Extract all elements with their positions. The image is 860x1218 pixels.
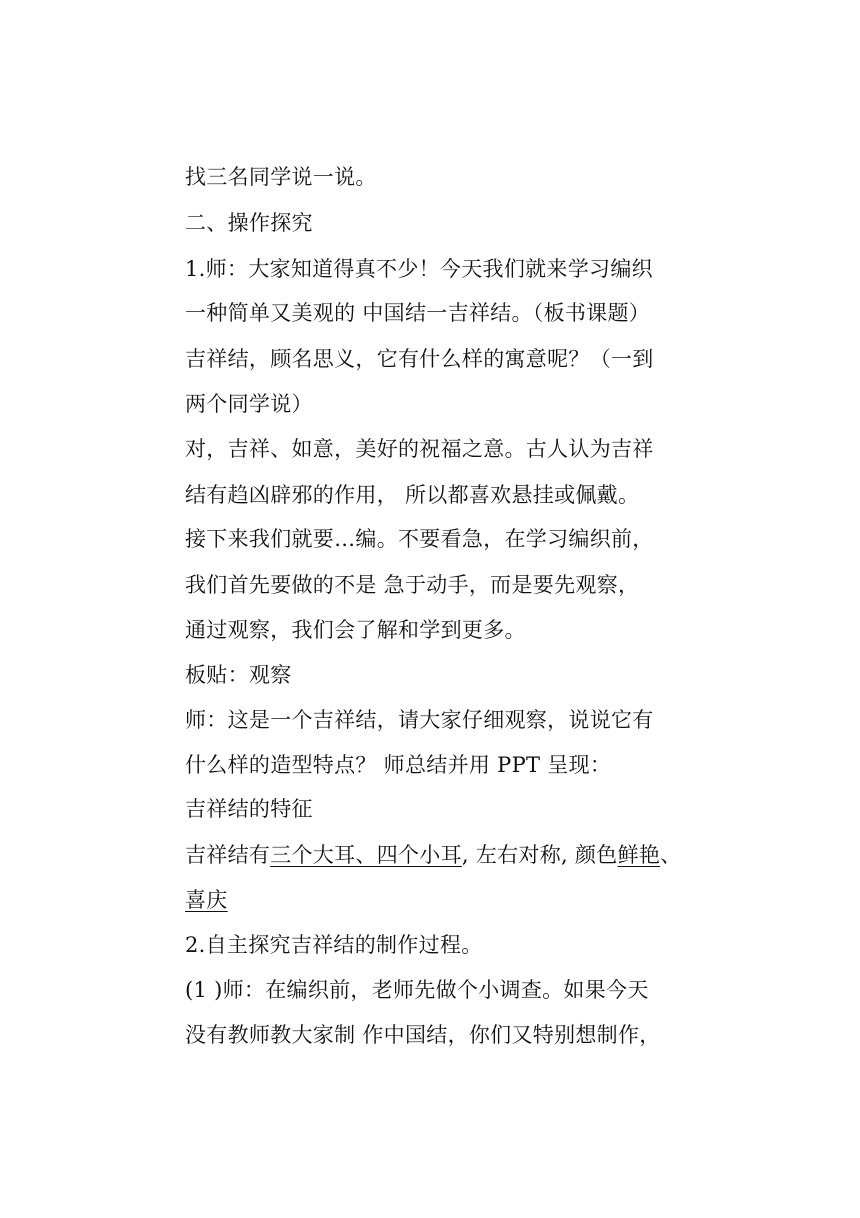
feature-separator: 、 bbox=[660, 843, 682, 867]
paragraph-line: 两个同学说） bbox=[185, 392, 313, 416]
feature-line bbox=[185, 840, 682, 870]
paragraph-line: 没有教师教大家制 作中国结，你们又特别想制作， bbox=[185, 1023, 661, 1047]
feature-middle: , 左右对称, 颜色 bbox=[461, 843, 618, 867]
paragraph-line: 通过观察，我们会了解和学到更多。 bbox=[185, 618, 526, 642]
paragraph-line: (1 )师：在编织前，老师先做个小调查。如果今天 bbox=[185, 978, 649, 1002]
feature-color: 鲜艳 bbox=[617, 843, 661, 867]
feature-line-continued bbox=[185, 885, 228, 915]
feature-heading: 吉祥结的特征 bbox=[185, 797, 313, 821]
section-heading: 二、操作探究 bbox=[185, 211, 313, 235]
section-heading: 2.自主探究吉祥结的制作过程。 bbox=[185, 933, 483, 957]
paragraph-line: 1.师：大家知道得真不少！今天我们就来学习编织 bbox=[185, 257, 653, 281]
paragraph-line: 什么样的造型特点？ 师总结并用 PPT 呈现： bbox=[185, 753, 612, 777]
feature-ears: 三个大耳、四个小耳 bbox=[270, 843, 462, 867]
paragraph-line: 对，吉祥、如意，美好的祝福之意。古人认为吉祥 bbox=[185, 437, 654, 461]
paragraph-line: 找三名同学说一说。 bbox=[185, 165, 377, 189]
paragraph-line: 一种简单又美观的 中国结一吉祥结。（板书课题） bbox=[185, 301, 651, 325]
paragraph-line: 板贴：观察 bbox=[185, 663, 292, 687]
feature-prefix: 吉祥结有 bbox=[185, 843, 271, 867]
paragraph-line: 接下来我们就要…编。不要看急，在学习编织前， bbox=[185, 527, 654, 551]
paragraph-line: 师：这是一个吉祥结，请大家仔细观察，说说它有 bbox=[185, 708, 654, 732]
paragraph-line: 吉祥结，顾名思义，它有什么样的寓意呢？（一到 bbox=[185, 347, 654, 371]
paragraph-line: 我们首先要做的不是 急于动手，而是要先观察， bbox=[185, 573, 640, 597]
paragraph-line: 结有趋凶辟邪的作用， 所以都喜欢悬挂或佩戴。 bbox=[185, 483, 640, 507]
feature-festive: 喜庆 bbox=[185, 888, 228, 912]
